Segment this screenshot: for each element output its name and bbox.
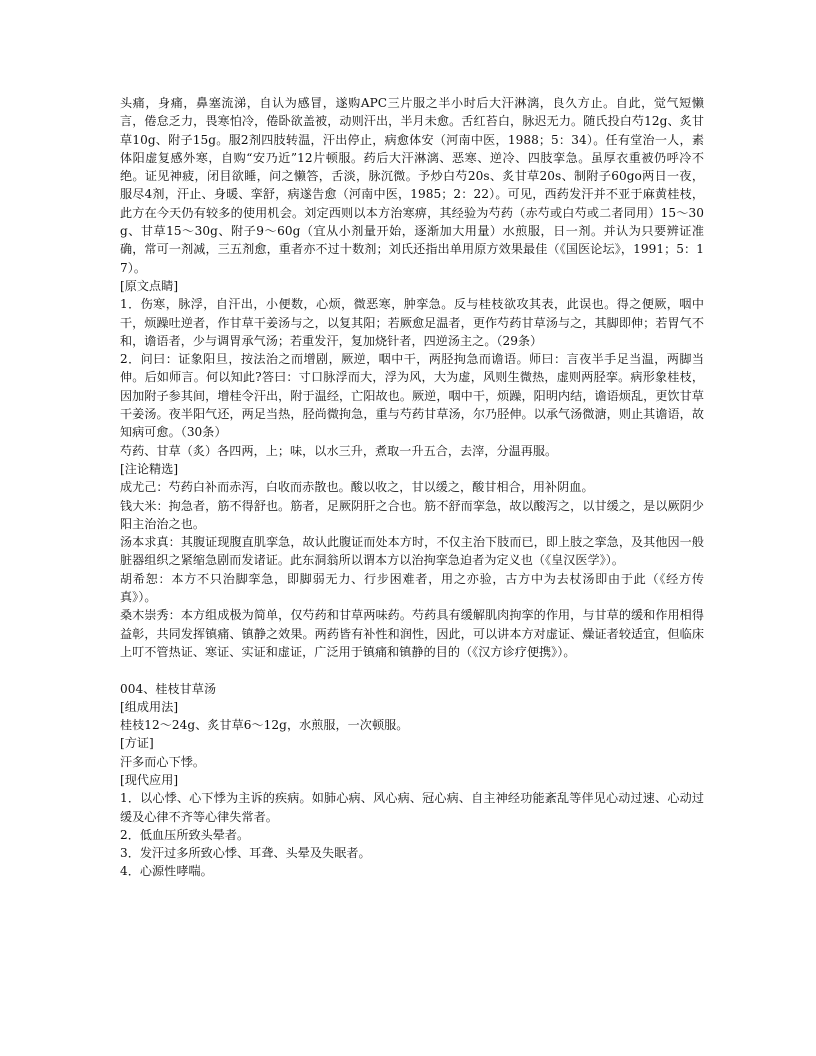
section-heading-commentary: [注论精选] xyxy=(120,461,179,476)
modern-use-item-4: 4．心源性哮喘。 xyxy=(120,864,213,879)
section-heading-original-text: [原文点睛] xyxy=(120,278,179,293)
case-report-paragraph: 头痛，身痛，鼻塞流涕，自认为感冒，遂购APC三片服之半小时后大汗淋漓，良久方止。自此，觉气短懒言，倦怠乏力，畏寒怕冷，倦卧欲盖被，动则汗出，半月未愈。舌红苔白，脉迟无力。随氏投白芍12g、炙甘草10g、附子15g。服2剂四肢转温，汗出停止，病愈体安（河南中医，1988；5：34）。任有堂治一人，素体阳虚复感外寒，自购“安乃近”12片顿服。药后大汗淋漓、恶寒、逆冷、四肢挛急。虽厚衣重被仍呼冷不绝。证见神疲，闭目欲睡，问之懒答，舌淡，脉沉微。予炒白芍20s、炙甘草20s、制附子60go两日一夜，服尽4剂，汗止、身暖、挛舒，病遂告愈（河南中医，1985；2：22）。可见，西药发汗并不亚于麻黄桂枝，此方在今天仍有较多的使用机会。刘定西则以本方治寒痹，其经验为芍药（赤芍或白芍或二者同用）15～30g、甘草15～30g、附子9～60g（宜从小剂量开始，逐渐加大用量）水煎服，日一剂。并认为只要辨证准确，常可一剂减，三五剂愈，重者亦不过十数剂；刘氏还指出单用原方效果最佳（《国医论坛》，1991；5：17）。 xyxy=(120,96,704,275)
prescription-text: 芍药、甘草（炙）各四两，上；味，以水三升，煮取一升五合，去滓，分温再服。 xyxy=(120,443,558,458)
commentary-hu: 胡希恕：本方不只治脚挛急，即脚弱无力、行步困难者，用之亦验，古方中为去杖汤即由于此（《经方传真》）。 xyxy=(120,571,704,605)
section-heading-indication: [方证] xyxy=(120,736,154,751)
modern-use-item-3: 3．发汗过多所致心悸、耳聋、头晕及失眠者。 xyxy=(120,846,371,861)
section-heading-composition: [组成用法] xyxy=(120,699,179,714)
indication-text: 汗多而心下悸。 xyxy=(120,754,206,769)
document-page xyxy=(120,94,704,881)
commentary-cheng: 成尤己：芍药白补而赤泻，白收而赤散也。酸以收之，甘以缓之，酸甘相合，用补阴血。 xyxy=(120,480,594,495)
composition-text: 桂枝12～24g、炙甘草6～12g，水煎服，一次顿服。 xyxy=(120,718,409,733)
original-text-item-2: 2．问曰：证象阳旦，按法治之而增剧，厥逆，咽中干，两胫拘急而谵语。师曰：言夜半手足当温，两脚当伸。后如师言。何以知此?答曰：寸口脉浮而大，浮为风，大为虚，风则生微热，虚则两胫挛。病形象桂枝，因加附子参其间，增桂令汗出，附于温经，亡阳故也。厥逆，咽中干，烦躁，阳明内结，谵语烦乱，更饮甘草干姜汤。夜半阳气还，两足当热，胫尚微拘急，重与芍药甘草汤，尔乃胫伸。以承气汤微溏，则止其谵语，故知病可愈。（30条） xyxy=(120,352,704,440)
section-heading-modern-use: [现代应用] xyxy=(120,772,179,787)
modern-use-item-2: 2．低血压所致头晕者。 xyxy=(120,827,250,842)
commentary-tangben: 汤本求真：其腹证现腹直肌挛急，故认此腹证而处本方时，不仅主治下肢而已，即上肢之挛急，及其他因一般脏器组织之紧缩急剧而发诸证。此东洞翁所以谓本方以治拘挛急迫者为定义也（《皇汉医学》）。 xyxy=(120,535,704,568)
original-text-item-1: 1．伤寒，脉浮，自汗出，小便数，心烦，微恶寒，肿挛急。反与桂枝欲攻其表，此误也。得之便厥，咽中干，烦躁吐逆者，作甘草干姜汤与之，以复其阳；若厥愈足温者，更作芍药甘草汤与之，其脚即伸；若胃气不和，谵语者，少与调胃承气汤；若重发汗，复加烧针者，四逆汤主之。（29条） xyxy=(120,297,704,348)
commentary-sangmu: 桑木崇秀：本方组成极为简单，仅芍药和甘草两味药。芍药具有缓解肌肉拘挛的作用，与甘草的缓和作用相得益彰，共同发挥镇痛、镇静之效果。两药皆有补性和润性，因此，可以讲本方对虚证、燥证者较适宜，但临床上叮不管热证、寒证、实证和虚证，广泛用于镇痛和镇静的目的（《汉方诊疗便携》）。 xyxy=(120,608,704,659)
commentary-qian: 钱大米：拘急者，筋不得舒也。筋者，足厥阴肝之合也。筋不舒而挛急，故以酸泻之，以甘缓之，是以厥阴少阳主治治之也。 xyxy=(120,498,704,531)
modern-use-item-1: 1．以心悸、心下悸为主诉的疾病。如肺心病、风心病、冠心病、自主神经功能紊乱等伴见心动过速、心动过缓及心律不齐等心律失常者。 xyxy=(120,791,704,824)
formula-title: 004、桂枝甘草汤 xyxy=(120,681,217,696)
blank-line xyxy=(120,661,704,679)
